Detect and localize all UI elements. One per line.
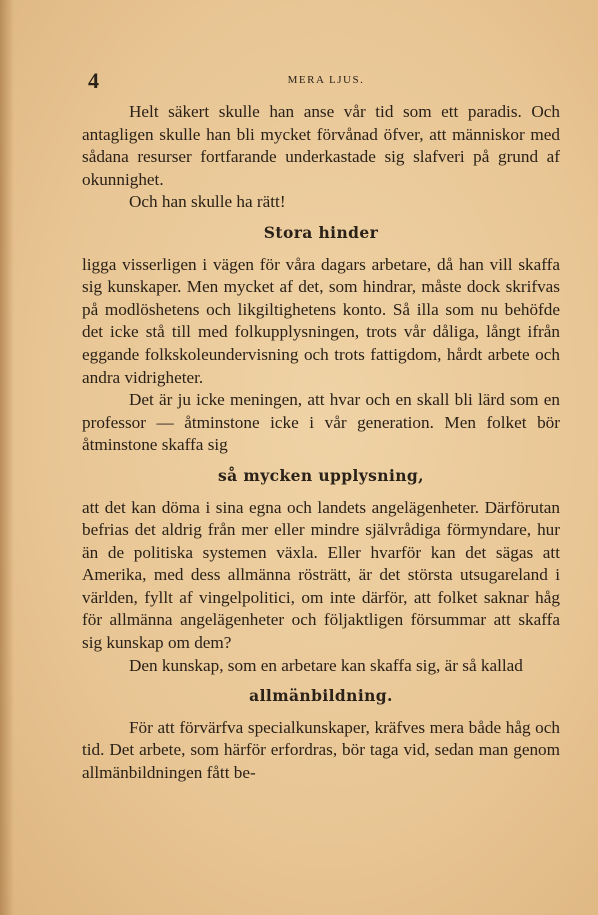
- page-number: 4: [88, 68, 99, 93]
- paragraph: att det kan döma i sina egna och landets angelägenheter. Därförutan befrias det aldrig från mer eller mindre självrådiga förmyndare, hur än de politiska systemen växla. Eller hvarför kan det sägas att Amerika, med dess allmänna rösträtt, är det största utsugareland i världen, fyllt af vingelpolitici, om inte därför, att folket saknar håg för allmänna angelägenheter och följaktligen försummar att skaffa sig kunskap om dem?: [82, 497, 560, 653]
- page-header: [88, 68, 564, 92]
- page-body: [82, 101, 560, 785]
- paragraph: ligga visserligen i vägen för våra dagars arbetare, då han vill skaffa sig kunskaper. Men mycket af det, som hindrar, måste dock skrifvas på modlöshetens och likgiltighetens konto. Så illa som nu behöfde det icke stå till med folkupplysningen, trots vår dåliga, långt ifrån eggande folkskoleundervisning och trots fattigdom, hårdt arbete och andra vidrigheter.: [82, 254, 560, 387]
- paragraph: Helt säkert skulle han anse vår tid som ett paradis. Och antagligen skulle han bli mycket förvånad öfver, att människor med sådana resurser fortfarande underkastade sig slafveri på grund af okunnighet.: [82, 102, 560, 189]
- page-edge-shadow: [0, 0, 14, 915]
- paragraph: Den kunskap, som en arbetare kan skaffa sig, är så kallad: [129, 655, 523, 675]
- paragraph: Och han skulle ha rätt!: [129, 192, 286, 212]
- paragraph: För att förvärfva specialkunskaper, kräfves mera både håg och tid. Det arbete, som härför erfordras, bör taga vid, sedan man genom allmänbildningen fått be-: [82, 717, 560, 783]
- section-heading: allmänbildning.: [249, 686, 393, 706]
- section-heading: så mycken upplysning,: [218, 465, 424, 485]
- paragraph: Det är ju icke meningen, att hvar och en skall bli lärd som en professor — åtminstone icke i vår generation. Men folket bör åtminstone skaffa sig: [82, 390, 560, 455]
- running-title: MERA LJUS.: [287, 74, 365, 86]
- section-heading: Stora hinder: [263, 222, 379, 242]
